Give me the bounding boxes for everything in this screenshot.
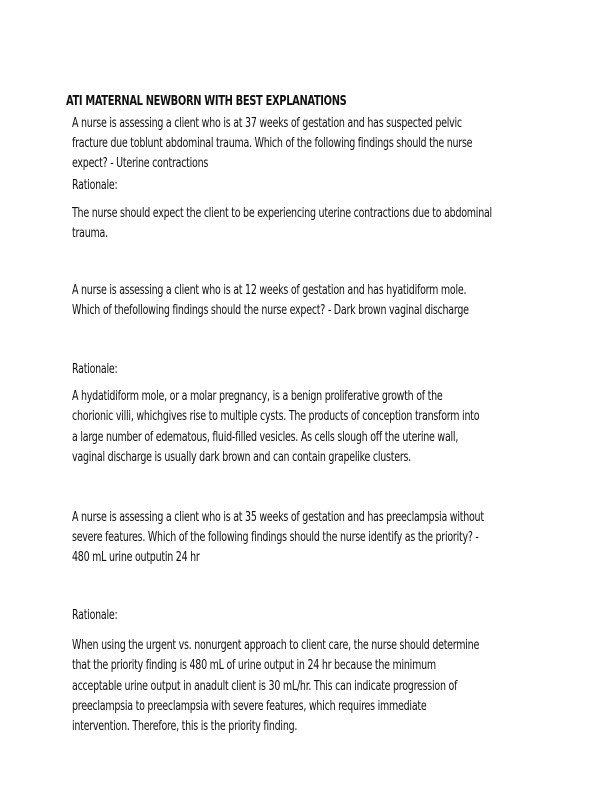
question-1-line-2: fracture due toblunt abdominal trauma. Which of the following findings should the nurse xyxy=(72,136,473,151)
question-2-line-2: Which of thefollowing findings should the nurse expect? - Dark brown vaginal discharge xyxy=(72,303,469,318)
rationale-2-line-1: A hydatidiform mole, or a molar pregnancy, is a benign proliferative growth of the xyxy=(72,389,443,404)
rationale-1-line-2: trauma. xyxy=(72,226,108,241)
question-2-line-1: A nurse is assessing a client who is at 12 weeks of gestation and has hyatidiform mole. xyxy=(72,283,467,298)
rationale-2-line-2: chorionic villi, whichgives rise to multiple cysts. The products of conception transform into xyxy=(72,409,480,424)
rationale-3-line-1: When using the urgent vs. nonurgent approach to client care, the nurse should determine xyxy=(72,638,480,653)
question-3-line-2: severe features. Which of the following findings should the nurse identify as the priority? - xyxy=(72,530,479,545)
rationale-3-line-5: intervention. Therefore, this is the priority finding. xyxy=(72,719,298,734)
rationale-2-line-3: a large number of edematous, fluid-filled vesicles. As cells slough off the uterine wall, xyxy=(72,430,459,445)
rationale-3-line-4: preeclampsia to preeclampsia with severe features, which requires immediate xyxy=(72,699,427,714)
rationale-2-line-4: vaginal discharge is usually dark brown and can contain grapelike clusters. xyxy=(72,450,411,465)
rationale-1-label: Rationale: xyxy=(72,178,118,193)
question-1-line-1: A nurse is assessing a client who is at 37 weeks of gestation and has suspected pelvic xyxy=(72,116,462,131)
rationale-3-line-3: acceptable urine output in anadult client is 30 mL/hr. This can indicate progression of xyxy=(72,679,458,694)
question-3-line-3: 480 mL urine outputin 24 hr xyxy=(72,550,200,565)
question-1-line-3: expect? - Uterine contractions xyxy=(72,156,209,171)
rationale-1-line-1: The nurse should expect the client to be experiencing uterine contractions due to abdominal xyxy=(72,206,492,221)
rationale-2-label: Rationale: xyxy=(72,362,118,377)
question-3-line-1: A nurse is assessing a client who is at 35 weeks of gestation and has preeclampsia without xyxy=(72,510,484,525)
rationale-3-label: Rationale: xyxy=(72,608,118,623)
rationale-3-line-2: that the priority finding is 480 mL of urine output in 24 hr because the minimum xyxy=(72,658,436,673)
document-title: ATI MATERNAL NEWBORN WITH BEST EXPLANATIONS xyxy=(66,94,347,109)
